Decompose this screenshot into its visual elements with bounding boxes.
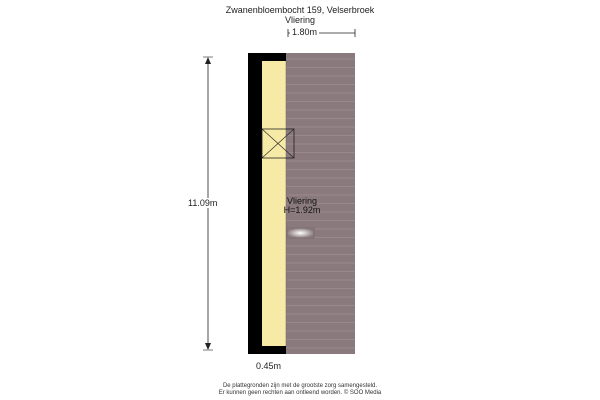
room-height-label: H=1.92m bbox=[283, 205, 321, 215]
dimension-height-left-label: 11.09m bbox=[188, 198, 218, 208]
floor-name-title: Vliering bbox=[284, 15, 315, 25]
disclaimer-line-1: De plattegronden zijn met de grootste zorg samengesteld. bbox=[222, 383, 378, 389]
dimension-width-bottom-label: 0.45m bbox=[256, 361, 282, 371]
disclaimer-line-2: Er kunnen geen rechten aan ontleend worden. © SOO Media bbox=[218, 390, 382, 396]
dimension-width-top-label: 1.80m bbox=[292, 27, 318, 37]
room-name-label: Vliering bbox=[286, 196, 317, 206]
address-title: Zwanenbloembocht 159, Velserbroek bbox=[225, 5, 375, 15]
vent-window bbox=[287, 228, 314, 238]
